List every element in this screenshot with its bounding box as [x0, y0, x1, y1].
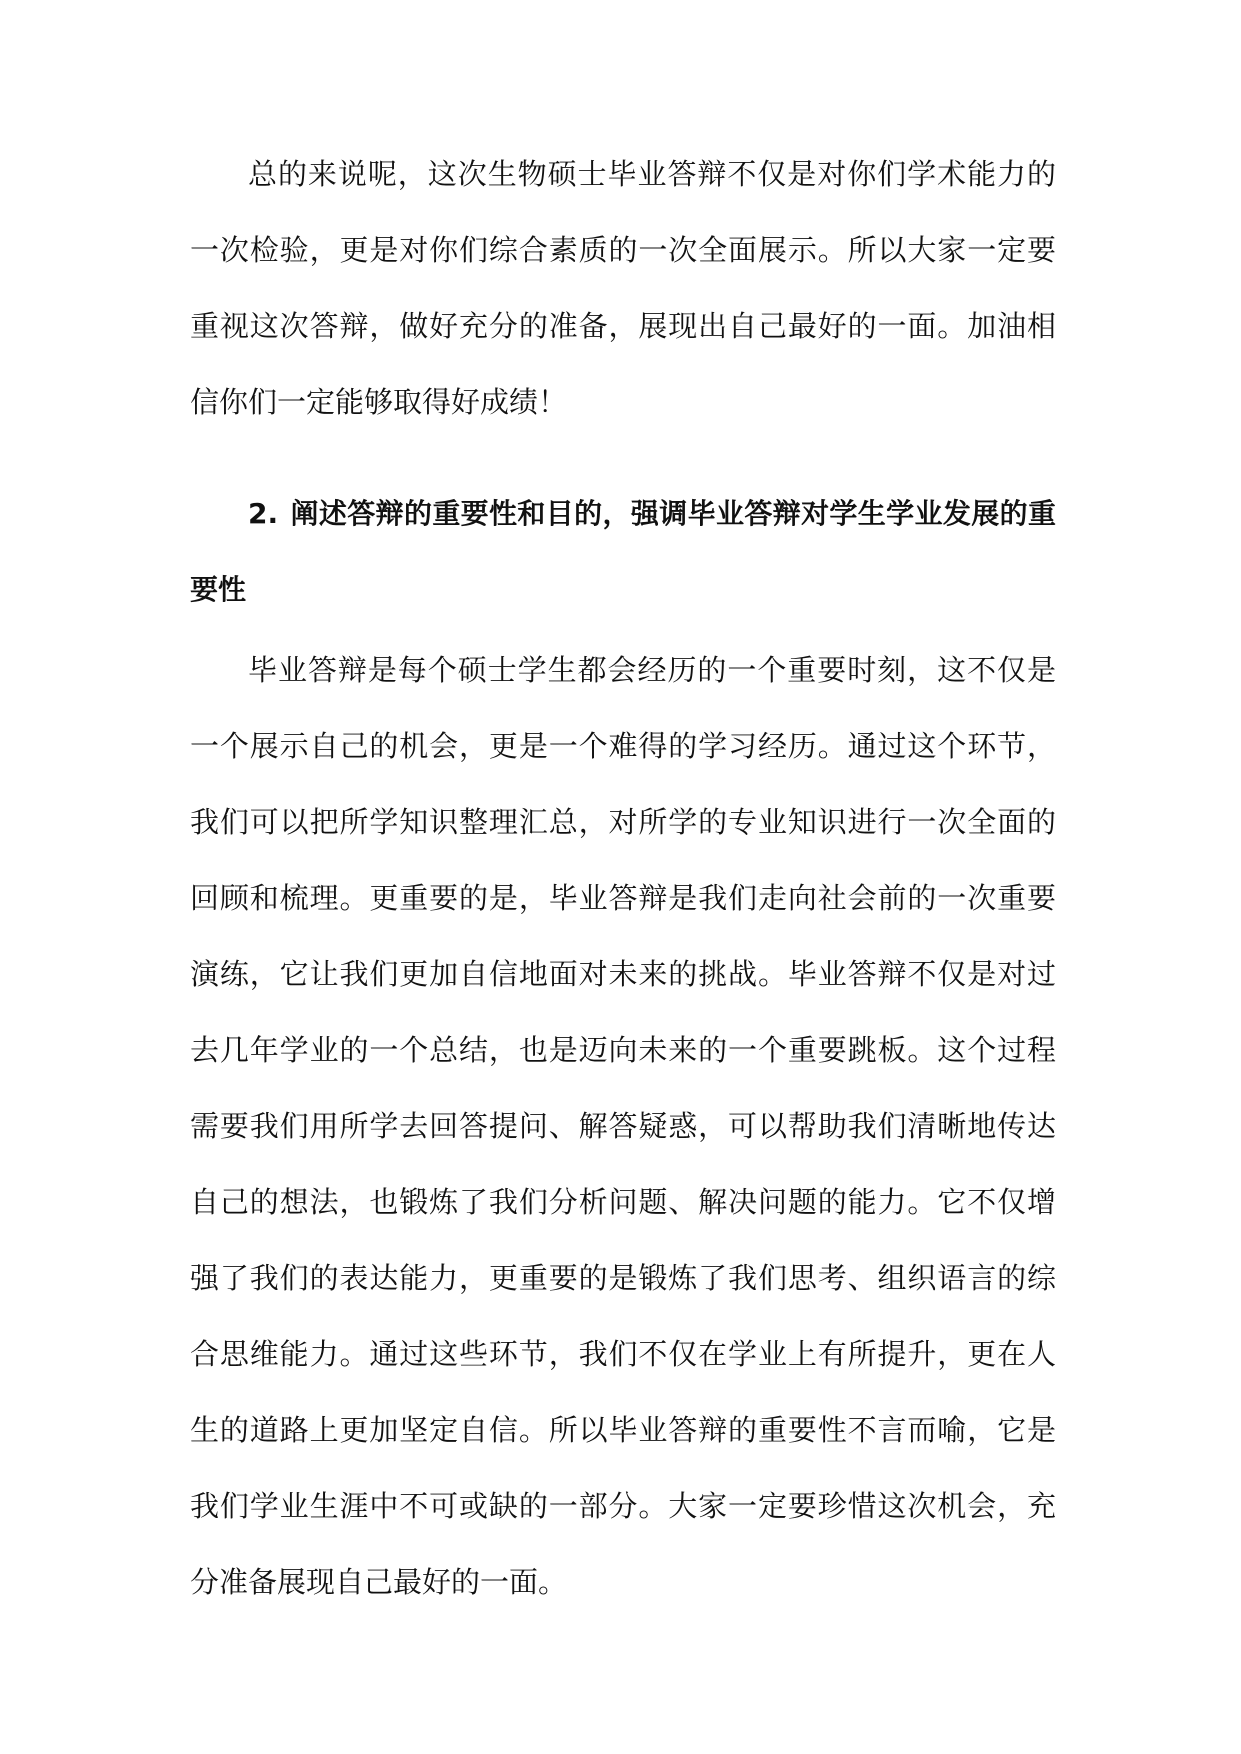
document-body [190, 136, 1056, 1620]
section-body-paragraph: 毕业答辩是每个硕士学生都会经历的一个重要时刻，这不仅是一个展示自己的机会，更是一个难得的学习经历。通过这个环节，我们可以把所学知识整理汇总，对所学的专业知识进行一次全面的回顾和梳理。更重要的是，毕业答辩是我们走向社会前的一次重要演练，它让我们更加自信地面对未来的挑战。毕业答辩不仅是对过去几年学业的一个总结，也是迈向未来的一个重要跳板。这个过程需要我们用所学去回答提问、解答疑惑，可以帮助我们清晰地传达自己的想法，也锻炼了我们分析问题、解决问题的能力。它不仅增强了我们的表达能力，更重要的是锻炼了我们思考、组织语言的综合思维能力。通过这些环节，我们不仅在学业上有所提升，更在人生的道路上更加坚定自信。所以毕业答辩的重要性不言而喻，它是我们学业生涯中不可或缺的一部分。大家一定要珍惜这次机会，充分准备展现自己最好的一面。 [190, 653, 1056, 1599]
section-heading [190, 476, 1056, 628]
section-number: 2. [248, 497, 279, 530]
section-heading-text: 阐述答辩的重要性和目的，强调毕业答辩对学生学业发展的重要性 [190, 497, 1056, 606]
closing-summary-paragraph: 总的来说呢，这次生物硕士毕业答辩不仅是对你们学术能力的一次检验，更是对你们综合素质的一次全面展示。所以大家一定要重视这次答辩，做好充分的准备，展现出自己最好的一面。加油相信你们一定能够取得好成绩！ [190, 157, 1056, 419]
